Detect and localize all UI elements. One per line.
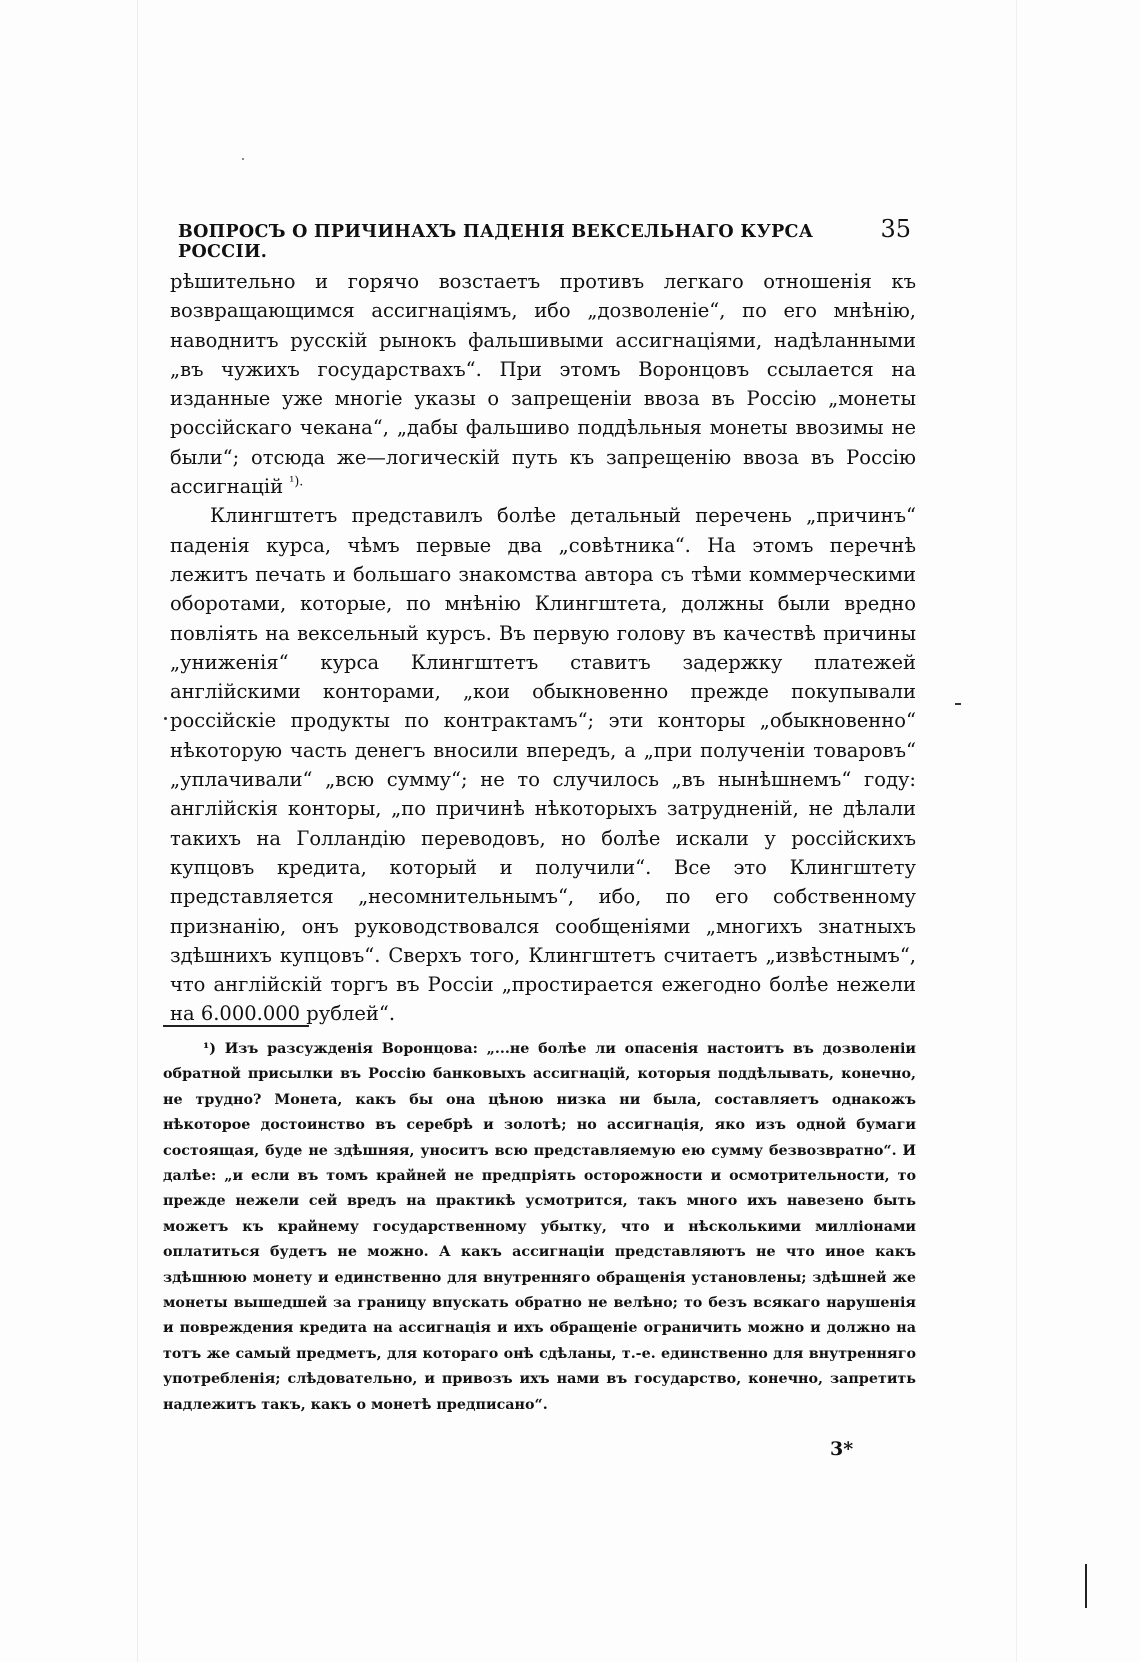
paragraph-1 [170,267,916,501]
footnote: ¹) Изъ разсужденія Воронцова: „...не болѣе ли опасенія настоитъ въ дозволеніи обратной присылки въ Россію банковыхъ ассигнацій, которыя поддѣлывать, конечно, не трудно? Монета, какъ бы она цѣною низка ни была, составляетъ однакожъ нѣкоторое достоинство въ серебрѣ и золотѣ; но ассигнація, яко изъ одной бумаги состоящая, буде не здѣшняя, уноситъ всю представляемую ею сумму безвозвратно“. И далѣе: „и если въ томъ крайней не предпріять осторожности и осмотрительности, то прежде нежели сей вредъ на практикѣ усмотрится, такъ много ихъ навезено быть можетъ къ крайнему государственному убытку, что и нѣсколькими милліонами оплатиться будетъ не можно. А какъ ассигнаціи представляютъ не что иное какъ здѣшнюю монету и единственно для внутренняго обращенія установлены; здѣшней же монеты вышедшей за границу впускать обратно не велѣно; то безъ всякаго нарушенія и повреждения кредита на ассигнація и ихъ обращеніе ограничить можно и должно на тотъ же самый предметъ, для котораго онѣ сдѣланы, т.-е. единственно для внутренняго употребленія; слѣдовательно, и привозъ ихъ нами въ государство, конечно, запретить надлежитъ такъ, какъ о монетѣ предписано“. [163,1041,916,1413]
scan-speck [242,158,244,160]
margin-mark [164,717,167,720]
page-number: 35 [880,215,911,243]
margin-dash [955,703,961,705]
paragraph-1-text: рѣшительно и горячо возстаетъ противъ легкаго отношенія къ возвращающимся ассигнаціямъ, ибо „дозволеніе“, по его мнѣнію, наводнитъ русскій рынокъ фальшивыми ассигнаціями, надѣланными „въ чужихъ государствахъ“. При этомъ Воронцовъ ссылается на изданные уже многіе указы о запрещеніи ввоза въ Россію „монеты россійскаго чекана“, „дабы фальшиво поддѣльныя монеты ввозимы не были“; отсюда же—логическій путь къ запрещенію ввоза въ Россію ассигнацій [170,270,916,499]
scan-edge-right [1016,0,1017,1662]
footnote-ref: ¹). [289,473,304,489]
body-text [170,267,916,1029]
footnote-rule [163,1025,309,1027]
scan-edge-mark [1085,1564,1087,1608]
signature-mark: 3* [830,1438,854,1460]
scan-edge-left [137,0,138,1662]
paragraph-2: Клингштетъ представилъ болѣе детальный перечень „причинъ“ паденія курса, чѣмъ первые два „совѣтника“. На этомъ перечнѣ лежитъ печать и большаго знакомства автора съ тѣми коммерческими оборотами, которые, по мнѣнію Клингштета, должны были вредно повліять на вексельный курсъ. Въ первую голову въ качествѣ причины „униженія“ курса Клингштетъ ставитъ задержку платежей англійскими конторами, „кои обыкновенно прежде покупывали россійскіе продукты по контрактамъ“; эти конторы „обыкновенно“ нѣкоторую часть денегъ вносили впередъ, а „при полученіи товаровъ“ „уплачивали“ „всю сумму“; не то случилось „въ нынѣшнемъ“ году: англійскія конторы, „по причинѣ нѣкоторыхъ затрудненій, не дѣлали такихъ на Голландію переводовъ, но болѣе искали у россійскихъ купцовъ кредита, который и получили“. Все это Клингштету представляется „несомнительнымъ“, ибо, по его собственному признанію, онъ руководствовался сообщеніями „многихъ знатныхъ здѣшнихъ купцовъ“. Сверхъ того, Клингштетъ считаетъ „извѣстнымъ“, что англійскій торгъ въ Россіи „простирается ежегодно болѣе нежели на 6.000.000 рублей“. [170,504,916,1026]
running-head [178,215,911,262]
running-title: ВОПРОСЪ О ПРИЧИНАХЪ ПАДЕНІЯ ВЕКСЕЛЬНАГО КУРСА РОССІИ. [178,222,814,262]
